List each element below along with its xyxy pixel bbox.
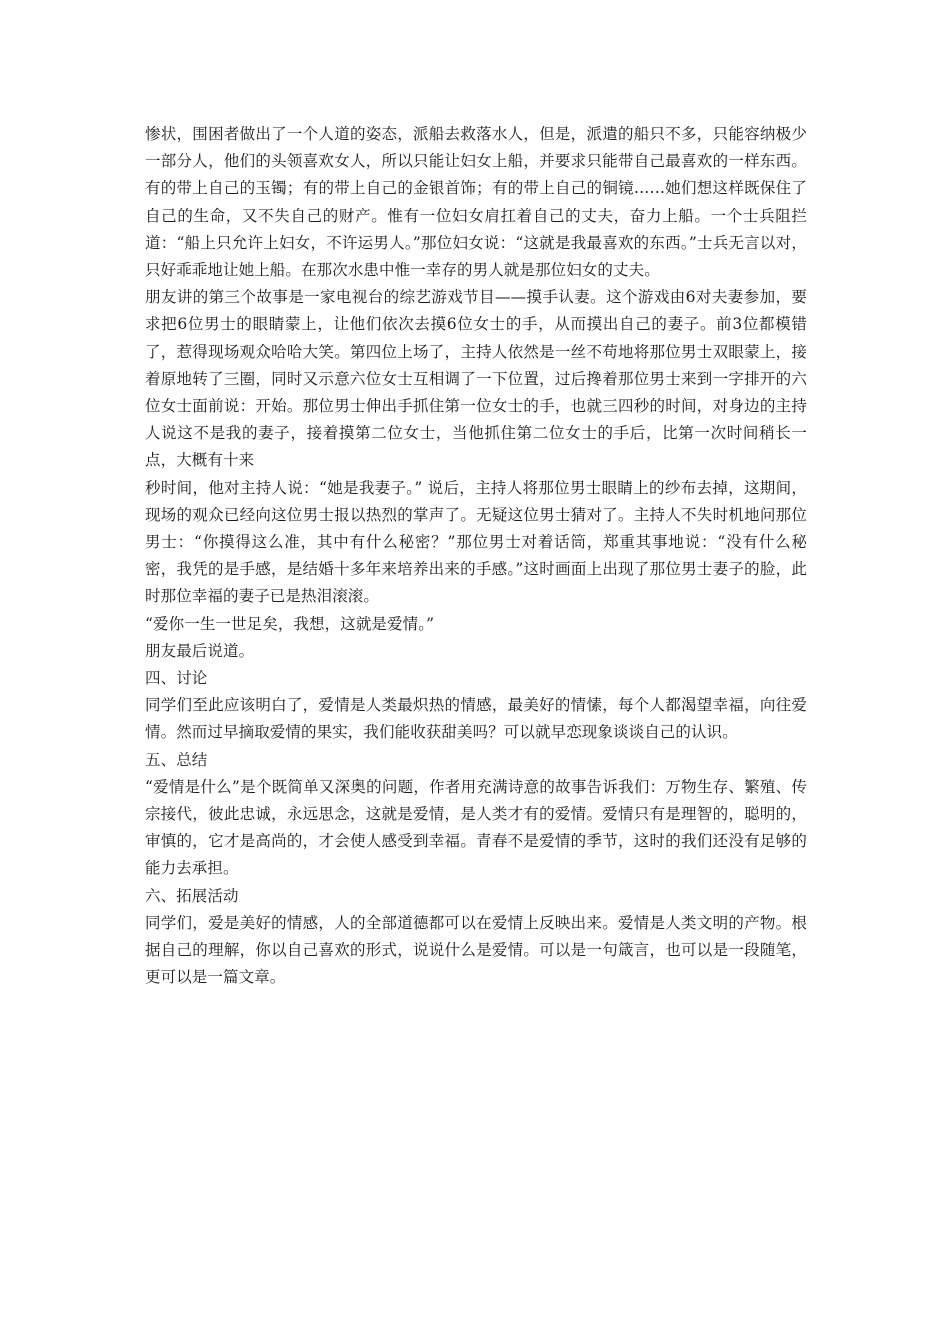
- story-paragraph-shipwreck: 惨状，围困者做出了一个人道的姿态，派船去救落水人，但是，派遣的船只不多，只能容纳极少一部分人，他们的头领喜欢女人，所以只能让妇女上船，并要求只能带自己最喜欢的一样东西。有的带上自己的玉镯；有的带上自己的金银首饰；有的带上自己的铜镜……她们想这样既保住了自己的生命，又不失自己的财产。惟有一位妇女肩扛着自己的丈夫，奋力上船。一个士兵阻拦道：“船上只允许上妇女，不许运男人。”那位妇女说：“这就是我最喜欢的东西。”士兵无言以对，只好乖乖地让她上船。在那次水患中惟一幸存的男人就是那位妇女的丈夫。: [145, 125, 807, 280]
- section-heading-extension: 六、拓展活动: [145, 886, 239, 905]
- closing-line: 朋友最后说道。: [145, 641, 255, 660]
- story-paragraph-third-story: 朋友讲的第三个故事是一家电视台的综艺游戏节目——摸手认妻。这个游戏由6对夫妻参加，要求把6位男士的眼睛蒙上，让他们依次去摸6位女士的手，从而摸出自己的妻子。前3位都模错了，惹得现场观众哈哈大笑。第四位上场了，主持人依然是一丝不苟地将那位男士双眼蒙上，接着原地转了三圈，同时又示意六位女士互相调了一下位置，过后搀着那位男士来到一字排开的六位女士面前说：开始。那位男士伸出手抓住第一位女士的手，也就三四秒的时间，对身边的主持人说这不是我的妻子，接着摸第二位女士，当他抓住第二位女士的手后，比第一次时间稍长一点，大概有十来: [145, 288, 807, 470]
- section-body-summary: “爱情是什么”是个既简单又深奥的问题，作者用充满诗意的故事告诉我们：万物生存、繁殖、传宗接代，彼此忠诚，永远思念，这就是爱情，是人类才有的爱情。爱情只有是理智的，聪明的，审慎的，它才是高尚的，才会使人感受到幸福。青春不是爱情的季节，这时的我们还没有足够的能力去承担。: [145, 777, 807, 878]
- section-heading-discussion: 四、讨论: [145, 669, 208, 688]
- document-body: [145, 121, 807, 992]
- section-body-discussion: 同学们至此应该明白了，爱情是人类最炽热的情感，最美好的情愫，每个人都渴望幸福，向往爱情。然而过早摘取爱情的果实，我们能收获甜美吗？可以就早恋现象谈谈自己的认识。: [145, 696, 807, 742]
- story-paragraph-continuation: 秒时间，他对主持人说：“她是我妻子。” 说后，主持人将那位男士眼睛上的纱布去掉，这期间，现场的观众已经向这位男士报以热烈的掌声了。无疑这位男士猜对了。主持人不失时机地问那位男士：“你摸得这么准，其中有什么秘密？”那位男士对着话筒，郑重其事地说：“没有什么秘密，我凭的是手感，是结婚十多年来培养出来的手感。”这时画面上出现了那位男士妻子的脸，此时那位幸福的妻子已是热泪滚滚。: [145, 478, 807, 606]
- section-heading-summary: 五、总结: [145, 750, 208, 769]
- quote-line: “爱你一生一世足矣，我想，这就是爱情。”: [145, 614, 435, 633]
- section-body-extension: 同学们，爱是美好的情感，人的全部道德都可以在爱情上反映出来。爱情是人类文明的产物。根据自己的理解，你以自己喜欢的形式，说说什么是爱情。可以是一句箴言，也可以是一段随笔，更可以是一篇文章。: [145, 913, 807, 987]
